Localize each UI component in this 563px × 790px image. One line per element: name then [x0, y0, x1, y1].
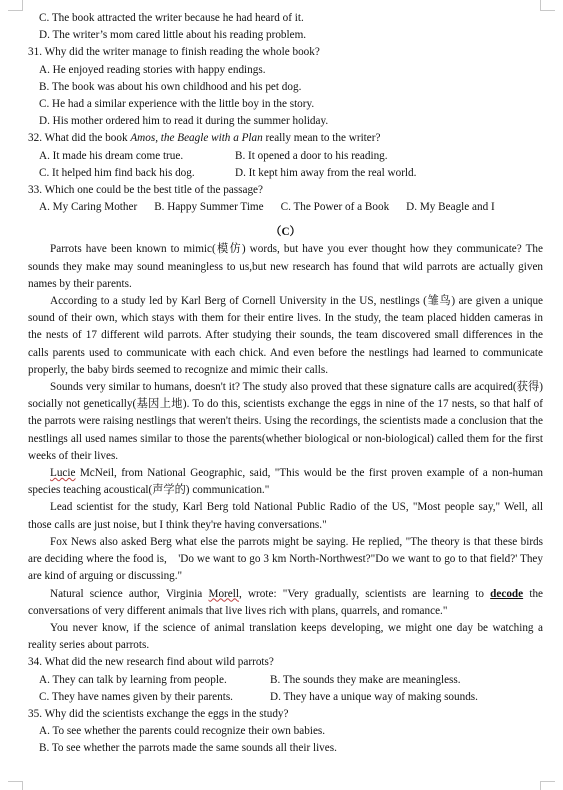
- q34-option-a: A. They can talk by learning from people.: [39, 673, 227, 686]
- q32-stem: [28, 130, 543, 147]
- passage-paragraph-8: You never know, if the science of animal translation keeps developing, we might one day be watching a reality series about parrots.: [28, 621, 543, 652]
- q34-options-row-1: [28, 672, 543, 689]
- q34-option-d: D. They have a unique way of making sounds.: [270, 690, 478, 703]
- q32-option-c: C. It helped him find back his dog.: [39, 166, 195, 179]
- p7-pre: Natural science author, Virginia: [50, 587, 209, 600]
- q33-options-row: [28, 199, 543, 216]
- q32-option-b: B. It opened a door to his reading.: [235, 149, 388, 162]
- section-c-heading: （C）: [270, 226, 301, 239]
- passage-paragraph-4: [28, 465, 543, 499]
- name-lucie: Lucie: [50, 467, 76, 480]
- q32-options-row-2: [28, 165, 543, 182]
- crop-mark-bottom-left: [8, 781, 23, 790]
- passage-paragraph-2: According to a study led by Karl Berg of Cornell University in the US, nestlings (雏鸟) are given a unique sound of their own, which stays with them for their entire lives. In the study, the team placed hidden cameras in the nests of 17 different wild parrots. After studying their sounds, the team discovered small differences in the calls parents used to communicate with each chick. And even before the nestlings had learned to communicate properly, the baby birds seemed to recognize and mimic their calls.: [28, 295, 543, 376]
- p7-post: the conversations of very different animals that live lives rich with plans, quarrels, and romance.": [28, 587, 544, 617]
- q31-option-d: D. His mother ordered him to read it during the summer holiday.: [39, 115, 329, 128]
- q31-stem: 31. Why did the writer manage to finish reading the whole book?: [28, 46, 320, 59]
- q31-option-c: C. He had a similar experience with the little boy in the story.: [39, 97, 315, 110]
- passage-paragraph-3: Sounds very similar to humans, doesn't it? The study also proved that these signature calls are acquired(获得) socially not genetically(基因上地). To do this, scientists exchange the eggs in nine of the 17 nests, so that half of the parrots were raising nestlings that weren't theirs. Using the recordings, the scientists made a conclusion that the nestlings all used names similar to those the parents(whether biological or non-biological) called them for the first weeks of their lives.: [28, 381, 543, 462]
- passage-paragraph-6: Fox News also asked Berg what else the parrots might be saying. He replied, "The theory is that these birds are deciding where the food is, 'Do we want to go 3 km North-Northwest?"Do we want to go to that field?' They are kind of arguing or discussing.": [28, 535, 543, 583]
- q33-option-d: D. My Beagle and I: [406, 201, 495, 214]
- q34-stem: 34. What did the new research find about wild parrots?: [28, 656, 274, 669]
- passage-paragraph-1: Parrots have been known to mimic(模仿) words, but have you ever thought how they communicate? The sounds they make may sound meaningless to us,but new research has found that wild parrots are actually given names by their parents.: [28, 243, 543, 290]
- q32-option-a: A. It made his dream come true.: [39, 149, 184, 162]
- q32-stem-post: really mean to the writer?: [262, 132, 381, 145]
- q33-option-b: B. Happy Summer Time: [154, 201, 264, 214]
- q31-option-a: A. He enjoyed reading stories with happy endings.: [39, 63, 266, 76]
- q33-option-a: A. My Caring Mother: [39, 201, 138, 214]
- q32-stem-pre: 32. What did the book: [28, 132, 131, 145]
- crop-mark-bottom-right: [540, 781, 555, 790]
- q30-option-c: C. The book attracted the writer because he had heard of it.: [39, 12, 304, 24]
- q34-option-b: B. The sounds they make are meaningless.: [270, 673, 461, 686]
- p7-mid: , wrote: "Very gradually, scientists are learning to: [238, 587, 491, 600]
- q35-stem: 35. Why did the scientists exchange the eggs in the study?: [28, 707, 289, 720]
- q35-option-a: A. To see whether the parents could recognize their own babies.: [39, 725, 326, 738]
- q32-option-d: D. It kept him away from the real world.: [235, 166, 417, 179]
- page-content: [28, 10, 543, 757]
- q33-option-c: C. The Power of a Book: [280, 201, 390, 214]
- q30-option-d: D. The writer’s mom cared little about his reading problem.: [39, 29, 307, 42]
- q32-options-row-1: [28, 148, 543, 165]
- word-decode: decode: [490, 587, 524, 600]
- q34-option-c: C. They have names given by their parents.: [39, 690, 233, 703]
- passage-paragraph-4-text: McNeil, from National Geographic, said, "This would be the first proven example of a non-human species teaching acoustical(声学的) communication.": [28, 467, 543, 497]
- q35-option-b: B. To see whether the parrots made the same sounds all their lives.: [39, 742, 337, 755]
- q32-book-title: Amos, the Beagle with a Plan: [130, 132, 263, 145]
- q33-stem: 33. Which one could be the best title of the passage?: [28, 183, 263, 196]
- crop-mark-top-left: [8, 0, 23, 11]
- q31-option-b: B. The book was about his own childhood and his pet dog.: [39, 80, 302, 93]
- passage-paragraph-5: Lead scientist for the study, Karl Berg told National Public Radio of the US, "Most people say," Well, all those calls are just noise, but I think they're having conversations.": [28, 501, 543, 531]
- q34-options-row-2: [28, 689, 543, 706]
- name-morell: Morell: [208, 587, 239, 600]
- passage-paragraph-7: [28, 586, 543, 620]
